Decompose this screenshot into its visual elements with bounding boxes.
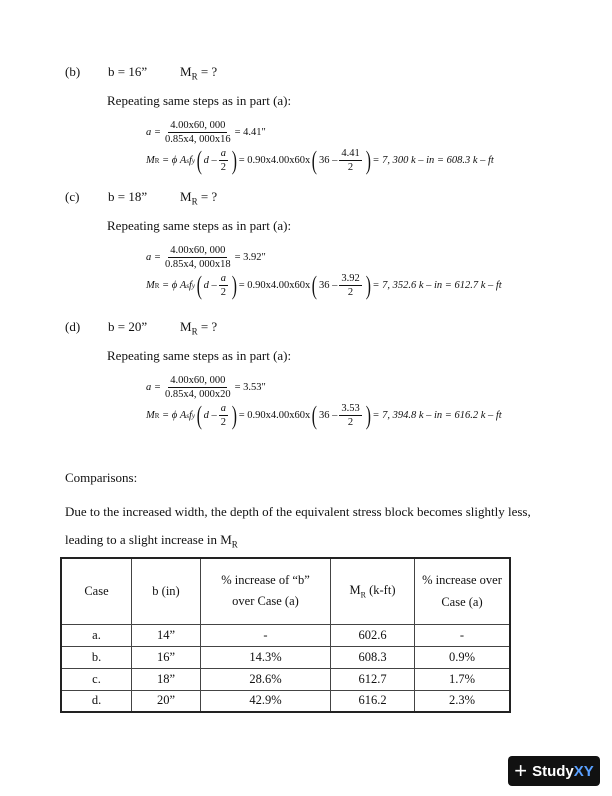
table-cell: 2.3% bbox=[415, 690, 511, 712]
table-row bbox=[61, 668, 510, 690]
table-cell: 1.7% bbox=[415, 668, 511, 690]
header-b-increase: % increase of “b” over Case (a) bbox=[201, 558, 331, 624]
part-question: $M_R$ = ? bbox=[180, 64, 218, 82]
part-question: $M_R$ = ? bbox=[180, 319, 218, 337]
moment-equation: M R = ϕ A s f y ( d – $\frac{a}{2}$ ) = 0.90x4.00x60x ( 36 – $\frac{3.53}{2}$ ) = 7, 394.8 k – in = 616.2 k – ft bbox=[146, 400, 502, 430]
table-cell: - bbox=[201, 624, 331, 646]
table-cell: 16” bbox=[132, 646, 201, 668]
table-header-row bbox=[61, 558, 510, 624]
table-cell: 616.2 bbox=[331, 690, 415, 712]
table-cell: - bbox=[415, 624, 511, 646]
table-cell: 0.9% bbox=[415, 646, 511, 668]
moment-equation: M R = ϕ A s f y ( d – $\frac{a}{2}$ ) = 0.90x4.00x60x ( 36 – $\frac{4.41}{2}$ ) = 7, 300 k – in = 608.3 k – ft bbox=[146, 145, 494, 175]
table-cell: 602.6 bbox=[331, 624, 415, 646]
depth-equation: a = $\frac{4.00x60, 000}{0.85x4, 000x20}$ = 3.53" bbox=[146, 375, 266, 400]
part-label: (b) bbox=[65, 64, 81, 79]
table-row bbox=[61, 624, 510, 646]
table-cell: 42.9% bbox=[201, 690, 331, 712]
header-case: Case bbox=[61, 558, 132, 624]
table-row bbox=[61, 646, 510, 668]
comparisons-text: leading to a slight increase in $M_R$ bbox=[65, 532, 238, 550]
repeat-note: Repeating same steps as in part (a): bbox=[107, 93, 292, 108]
header-b: b (in) bbox=[132, 558, 201, 624]
repeat-note: Repeating same steps as in part (a): bbox=[107, 218, 292, 233]
depth-equation: a = $\frac{4.00x60, 000}{0.85x4, 000x18}$ = 3.92" bbox=[146, 245, 266, 270]
part-label: (d) bbox=[65, 319, 81, 334]
table-cell: 28.6% bbox=[201, 668, 331, 690]
table-cell: 608.3 bbox=[331, 646, 415, 668]
table-cell: a. bbox=[61, 624, 132, 646]
table-cell: 14” bbox=[132, 624, 201, 646]
depth-equation: a = $\frac{4.00x60, 000}{0.85x4, 000x16}$ = 4.41" bbox=[146, 120, 266, 145]
comparisons-text: Due to the increased width, the depth of the equivalent stress block becomes slightly less, bbox=[65, 504, 531, 519]
header-mr-increase: % increase over Case (a) bbox=[415, 558, 511, 624]
comparison-table bbox=[60, 557, 511, 713]
comparisons-heading: Comparisons: bbox=[65, 470, 138, 485]
table-cell: 18” bbox=[132, 668, 201, 690]
table-cell: b. bbox=[61, 646, 132, 668]
table-row bbox=[61, 690, 510, 712]
header-mr: $M_R$ (k-ft) bbox=[331, 558, 415, 624]
part-label: (c) bbox=[65, 189, 80, 204]
repeat-note: Repeating same steps as in part (a): bbox=[107, 348, 292, 363]
part-question: $M_R$ = ? bbox=[180, 189, 218, 207]
part-width: b = 16” bbox=[108, 64, 148, 79]
moment-equation: M R = ϕ A s f y ( d – $\frac{a}{2}$ ) = 0.90x4.00x60x ( 36 – $\frac{3.92}{2}$ ) = 7, 352.6 k – in = 612.7 k – ft bbox=[146, 270, 502, 300]
table-cell: c. bbox=[61, 668, 132, 690]
part-width: b = 20” bbox=[108, 319, 148, 334]
table-cell: 20” bbox=[132, 690, 201, 712]
part-width: b = 18” bbox=[108, 189, 148, 204]
table-cell: 14.3% bbox=[201, 646, 331, 668]
table-cell: d. bbox=[61, 690, 132, 712]
table-cell: 612.7 bbox=[331, 668, 415, 690]
studyxy-logo: + StudyXY bbox=[508, 756, 600, 786]
